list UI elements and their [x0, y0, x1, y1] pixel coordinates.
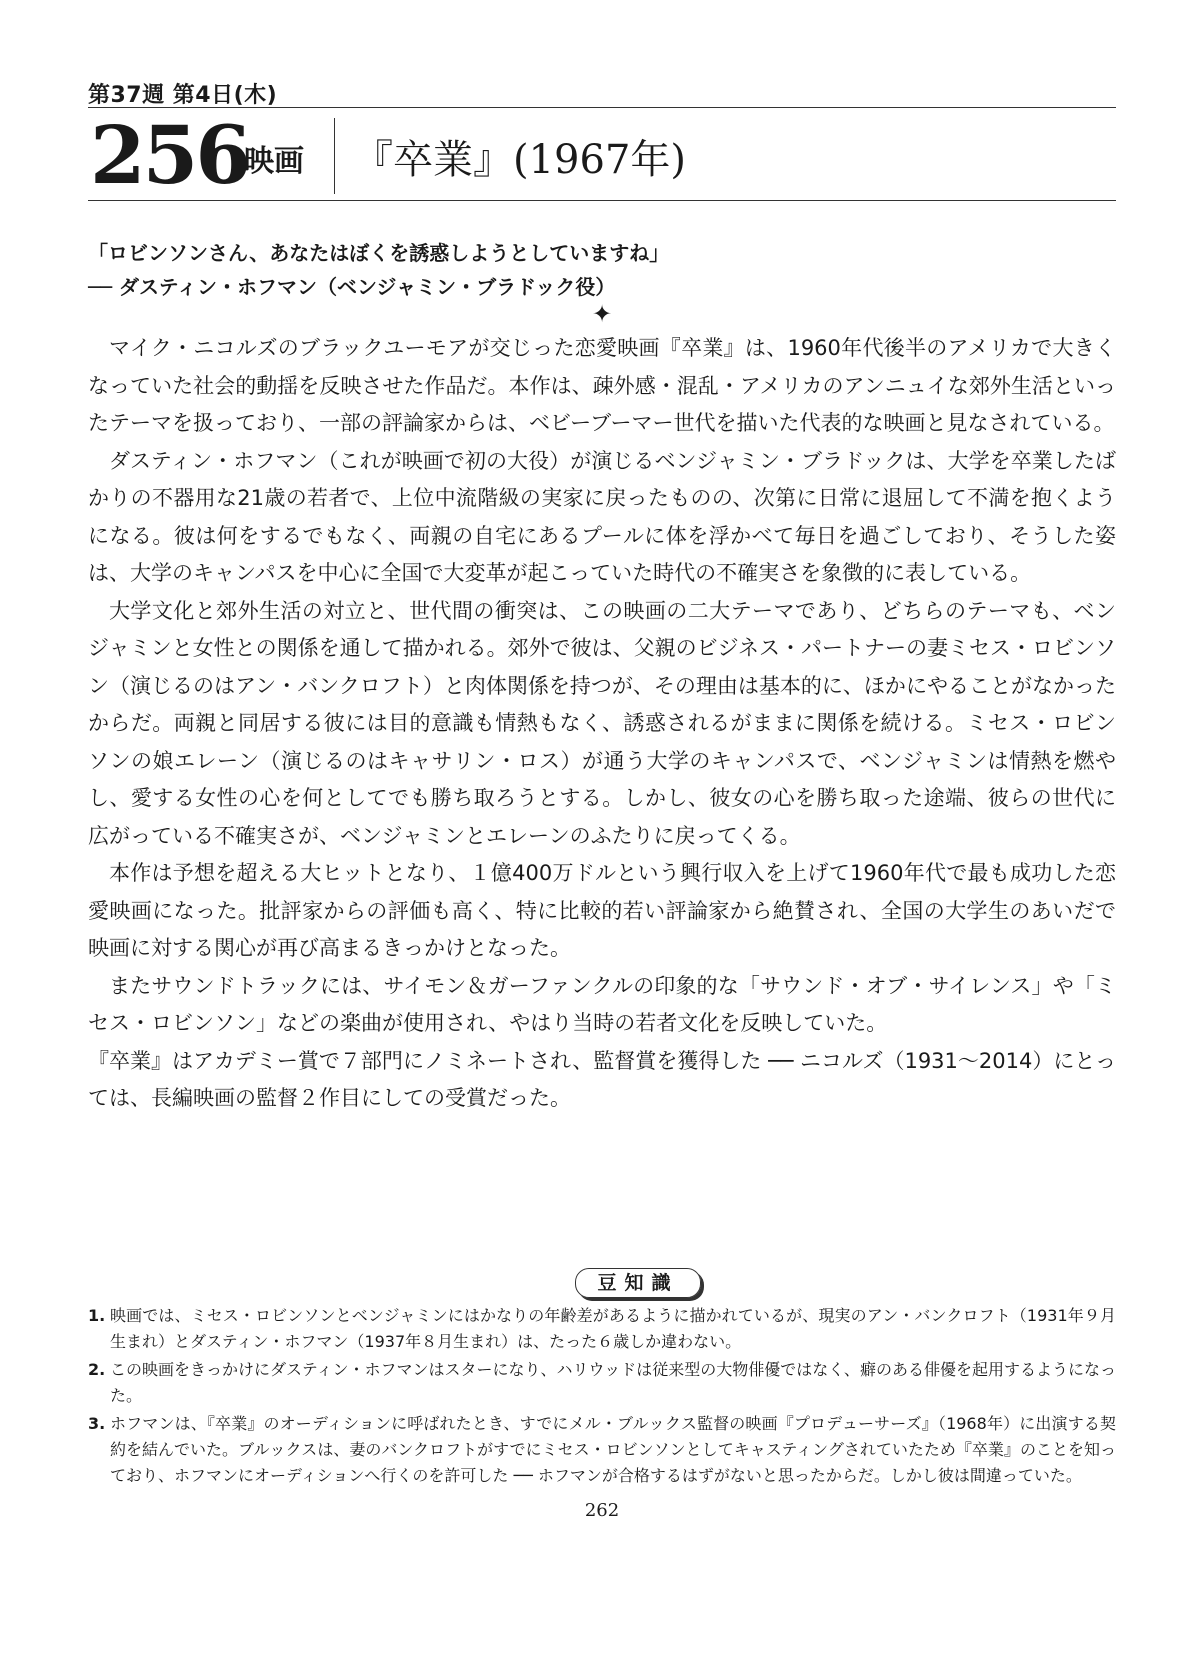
- paragraph: ダスティン・ホフマン（これが映画で初の大役）が演じるベンジャミン・ブラドックは、大学を卒業したばかりの不器用な21歳の若者で、上位中流階級の実家に戻ったものの、次第に日常に退屈して不満を抱くようになる。彼は何をするでもなく、両親の自宅にあるプールに体を浮かべて毎日を過ごしており、そうした姿は、大学のキャンパスを中心に全国で大変革が起こっていた時代の不確実さを象徴的に表している。: [88, 448, 1116, 585]
- paragraph: 『卒業』はアカデミー賞で７部門にノミネートされ、監督賞を獲得した ── ニコルズ（1931～2014）にとっては、長編映画の監督２作目にしての受賞だった。: [88, 1048, 1116, 1110]
- trivia-text: この映画をきっかけにダスティン・ホフマンはスターになり、ハリウッドは従来型の大物俳優ではなく、癖のある俳優を起用するようになった。: [110, 1360, 1116, 1405]
- paragraph: またサウンドトラックには、サイモン＆ガーファンクルの印象的な「サウンド・オブ・サイレンス」や「ミセス・ロビンソン」などの楽曲が使用され、やはり当時の若者文化を反映していた。: [88, 973, 1116, 1035]
- quote-attribution: ── ダスティン・ホフマン（ベンジャミン・ブラドック役）: [88, 275, 616, 299]
- entry-number: 256: [90, 108, 248, 202]
- paragraph: マイク・ニコルズのブラックユーモアが交じった恋愛映画『卒業』は、1960年代後半のアメリカで大きくなっていた社会的動揺を反映させた作品だ。本作は、疎外感・混乱・アメリカのアンニュイな郊外生活といったテーマを扱っており、一部の評論家からは、ベビーブーマー世代を描いた代表的な映画と見なされている。: [88, 336, 1116, 435]
- trivia-heading: 豆知識: [575, 1268, 701, 1298]
- book-page: [88, 0, 1116, 1654]
- entry-title: 『卒業』(1967年): [353, 137, 687, 183]
- entry-header: [88, 108, 1116, 200]
- trivia-item: [88, 1411, 1116, 1489]
- trivia-item: [88, 1357, 1116, 1409]
- paragraph: 本作は予想を超える大ヒットとなり、１億400万ドルという興行収入を上げて1960年代で最も成功した恋愛映画になった。批評家からの評価も高く、特に比較的若い評論家から絶賛され、全国の大学生のあいだで映画に対する関心が再び高まるきっかけとなった。: [88, 861, 1116, 960]
- entry-category: 映画: [244, 144, 304, 179]
- week-label: 第37週 第4日(木): [88, 83, 278, 108]
- body-text: [88, 330, 1116, 1118]
- trivia-number: 2.: [88, 1360, 106, 1379]
- header-bottom-rule: [88, 200, 1116, 201]
- trivia-number: 3.: [88, 1414, 106, 1433]
- trivia-text: 映画では、ミセス・ロビンソンとベンジャミンにはかなりの年齢差があるように描かれているが、現実のアン・バンクロフト（1931年９月生まれ）とダスティン・ホフマン（1937年８月生まれ）は、たった６歳しか違わない。: [110, 1306, 1116, 1351]
- section-separator-icon: ✦: [591, 300, 613, 328]
- trivia-item: [88, 1303, 1116, 1355]
- page-number: 262: [584, 1500, 620, 1521]
- header-divider: [334, 118, 335, 194]
- trivia-text: ホフマンは、『卒業』のオーディションに呼ばれたとき、すでにメル・ブルックス監督の映画『プロデューサーズ』（1968年）に出演する契約を結んでいた。ブルックスは、妻のバンクロフトがすでにミセス・ロビンソンとしてキャスティングされていたため『卒業』のことを知っており、ホフマンにオーディションへ行くのを許可した ── ホフマンが合格するはずがないと思ったからだ。しかし彼は間違っていた。: [110, 1414, 1116, 1485]
- quote-line: 「ロビンソンさん、あなたはぼくを誘惑しようとしていますね」: [88, 241, 670, 265]
- paragraph: 大学文化と郊外生活の対立と、世代間の衝突は、この映画の二大テーマであり、どちらのテーマも、ベンジャミンと女性との関係を通して描かれる。郊外で彼は、父親のビジネス・パートナーの妻ミセス・ロビンソン（演じるのはアン・バンクロフト）と肉体関係を持つが、その理由は基本的に、ほかにやることがなかったからだ。両親と同居する彼には目的意識も情熱もなく、誘惑されるがままに関係を続ける。ミセス・ロビンソンの娘エレーン（演じるのはキャサリン・ロス）が通う大学のキャンパスで、ベンジャミンは情熱を燃やし、愛する女性の心を何としてでも勝ち取ろうとする。しかし、彼女の心を勝ち取った途端、彼らの世代に広がっている不確実さが、ベンジャミンとエレーンのふたりに戻ってくる。: [88, 598, 1116, 848]
- trivia-list: [88, 1303, 1116, 1491]
- epigraph-quote: [88, 236, 1116, 304]
- trivia-number: 1.: [88, 1306, 106, 1325]
